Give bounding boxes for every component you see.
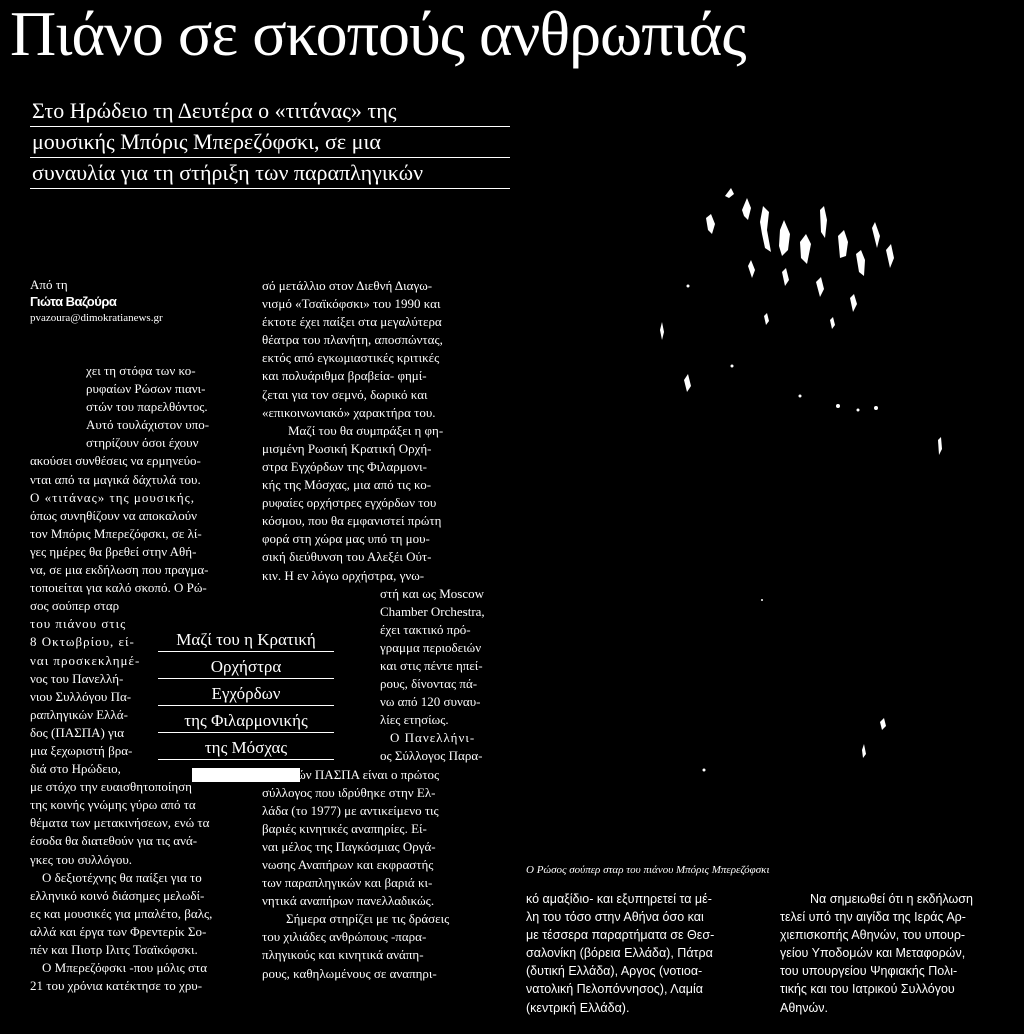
pull-quote-line: της Φιλαρμονικής (158, 709, 334, 733)
text-line: ναι μέλος της Παγκόσμιας Οργά- (262, 838, 436, 854)
text-line: νος του Πανελλή- (30, 670, 124, 686)
text-line: χιεπισκοπής Αθηνών, του υπουρ- (780, 928, 966, 943)
text-line: Ο Μπερεζόφσκι -που μόλις στα (42, 960, 208, 976)
text-line: ρους, δίνοντας πά- (380, 676, 478, 692)
text-line: Chamber Orchestra, (380, 603, 485, 619)
text-line: σος σούπερ σταρ (30, 598, 120, 614)
text-line: τοποιείται για καλό σκοπό. Ο Ρώ- (30, 580, 207, 596)
text-line: ναι προσκεκλημέ- (30, 652, 141, 668)
text-line: νιου Συλλόγου Πα- (30, 688, 132, 704)
text-line: νται από τα μαγικά δάχτυλά του. (30, 471, 201, 487)
text-line: ες και μουσικές για μπαλέτο, βαλς, (30, 905, 213, 921)
byline-prefix: Από τη (30, 277, 68, 292)
text-line: γραμμα περιοδειών (380, 639, 482, 655)
text-line: γκες του συλλόγου. (30, 851, 133, 867)
text-line: εκτός από εγκωμιαστικές κριτικές (262, 350, 440, 366)
text-line: μια ξεχωριστή βρα- (30, 742, 133, 758)
text-line: Ο Πανελλήνι- (390, 730, 476, 746)
text-line: και στις πέντε ηπεί- (380, 657, 483, 673)
article-column-3 (526, 890, 766, 1017)
text-line: νητικά αναπήρων πανελλαδικώς. (262, 893, 435, 909)
text-line: ακούσει συνθέσεις να ερμηνεύο- (30, 453, 201, 469)
headline: Πιάνο σε σκοπούς ανθρωπιάς (10, 0, 746, 69)
text-line: πληγικούς και κινητικά ανάπη- (262, 947, 424, 963)
text-line: νωσης Αναπήρων και εκφραστής (262, 857, 434, 872)
text-line: 8 Οκτωβρίου, εί- (30, 634, 135, 650)
byline (30, 276, 163, 327)
text-line: να, σε μια εκδήλωση που πραγμα- (30, 562, 209, 578)
text-line: της κοινής γνώμης γύρω από τα (30, 797, 196, 813)
subheadline (30, 96, 510, 189)
text-line: του πιάνου στις (30, 616, 127, 632)
article-column-2 (262, 277, 506, 983)
text-line: έκτοτε έχει παίξει στα μεγαλύτερα (262, 314, 442, 330)
text-line: θέατρα του πλανήτη, αποσπώντας, (262, 332, 443, 348)
text-line: φορά στη χώρα μας υπό τη μου- (262, 531, 430, 547)
text-line: κό αμαξίδιο- και εξυπηρετεί τα μέ- (526, 892, 712, 906)
pianist-photo (520, 170, 1024, 850)
pull-quote-line: Εγχόρδων (158, 682, 334, 706)
text-line: κής της Μόσχας, μια από τις κο- (262, 477, 432, 493)
text-line: στρα Εγχόρδων της Φιλαρμονι- (262, 458, 427, 474)
text-line: ελληνικό κοινό διάσημες μελωδί- (30, 887, 205, 903)
text-line: θέματα των μετακινήσεων, ενώ τα (30, 815, 210, 831)
text-line: κιν. Η εν λόγω ορχήστρα, γνω- (262, 567, 425, 583)
byline-author: Γιώτα Βαζούρα (30, 294, 117, 309)
text-line: ρυφαίων Ρώσων πιανι- (86, 381, 206, 397)
text-line: με στόχο την ευαισθητοποίηση (30, 779, 192, 795)
text-line: πέν και Πιοτρ Ιλιτς Τσαϊκόφσκι. (30, 942, 198, 957)
text-line: σύλλογος που ιδρύθηκε στην Ελ- (262, 784, 436, 800)
text-line: νισμό «Τσαϊκόφσκι» του 1990 και (262, 296, 441, 312)
text-line: σό μετάλλιο στον Διεθνή Διαγω- (262, 278, 433, 293)
text-line: Αυτό τουλάχιστον υπο- (86, 417, 210, 433)
text-line: γες ημέρες θα βρεθεί στην Αθή- (30, 543, 197, 559)
text-line: του χιλιάδες ανθρώπους -παρα- (262, 929, 427, 945)
text-line: Αθηνών. (780, 1000, 828, 1015)
text-line: λη του τόσο στην Αθήνα όσο και (526, 910, 704, 925)
text-line: βαριές κινητικές αναπηρίες. Εί- (262, 820, 427, 836)
text-line: Ο δεξιοτέχνης θα παίξει για το (42, 869, 202, 885)
text-line: σική διεύθυνση του Αλεξέι Ούτ- (262, 549, 432, 565)
text-line: έσοδα θα διατεθούν για τις ανά- (30, 833, 198, 849)
text-line: νατολική Πελοπόννησος), Λαμία (526, 982, 704, 997)
text-line: γείου Υποδομών και Μεταφορών, (780, 946, 966, 961)
text-line: δος (ΠΑΣΠΑ) για (30, 724, 125, 740)
text-line: στή και ως Moscow (380, 585, 485, 601)
text-line: ρους, καθηλωμένους σε αναπηρι- (262, 965, 437, 981)
text-line: Ο «τιτάνας» της μουσικής, (30, 489, 196, 505)
text-line: στηρίζουν όσοι έχουν (86, 435, 199, 451)
pull-quote-line: της Μόσχας (158, 736, 334, 760)
text-line: τικής και του Ιατρικού Συλλόγου (780, 982, 955, 997)
article-column-4 (780, 890, 1020, 1017)
text-line: πληγικών ΠΑΣΠΑ είναι ο πρώτος (262, 766, 440, 782)
byline-email[interactable]: pvazoura@dimokratianews.gr (30, 312, 163, 324)
text-line: χει τη στόφα των κο- (86, 363, 196, 378)
text-line: Να σημειωθεί ότι η εκδήλωση (810, 892, 973, 906)
text-line: και πολυάριθμα βραβεία- φημί- (262, 368, 427, 384)
text-line: διά στο Ηρώδειο, (30, 761, 121, 777)
text-line: ος Σύλλογος Παρα- (380, 748, 483, 764)
text-line: λάδα (το 1977) με αντικείμενο τις (262, 802, 439, 818)
text-line: ρυφαίες ορχήστρες εγχόρδων του (262, 495, 437, 511)
text-line: σαλονίκη (βόρεια Ελλάδα), Πάτρα (526, 946, 713, 961)
text-line: στών του παρελθόντος. (86, 399, 208, 415)
text-line: με τέσσερα παραρτήματα σε Θεσ- (526, 928, 715, 943)
deck-line: μουσικής Μπόρις Μπερεζόφσκι, σε μια (30, 127, 510, 158)
text-line: 21 του χρόνια κατέκτησε το χρυ- (30, 978, 203, 994)
text-line: μισμένη Ρωσική Κρατική Ορχή- (262, 440, 432, 456)
text-line: έχει τακτικό πρό- (380, 621, 471, 637)
text-line: Μαζί του θα συμπράξει η φη- (288, 422, 444, 438)
photo-caption: Ο Ρώσος σούπερ σταρ του πιάνου Μπόρις Μπερεζόφσκι (526, 864, 770, 876)
pull-quote-line: Ορχήστρα (158, 655, 334, 679)
text-line: αλλά και έργα των Φρεντερίκ Σο- (30, 923, 207, 939)
deck-line: Στο Ηρώδειο τη Δευτέρα ο «τιτάνας» της (30, 96, 510, 127)
text-line: όπως συνηθίζουν να αποκαλούν (30, 507, 198, 523)
text-line: Σήμερα στηρίζει με τις δράσεις (286, 911, 450, 927)
text-line: (κεντρική Ελλάδα). (526, 1000, 630, 1015)
text-line: του υπουργείου Ψηφιακής Πολι- (780, 964, 958, 979)
text-line: νω από 120 συναυ- (380, 694, 481, 710)
text-line: «επικοινωνιακό» χαρακτήρα του. (262, 404, 436, 420)
pull-quote-line: Μαζί του η Κρατική (158, 628, 334, 652)
text-line: κόσμου, που θα εμφανιστεί πρώτη (262, 513, 442, 529)
text-line: των παραπληγικών και βαριά κι- (262, 875, 433, 891)
deck-line: συναυλία για τη στήριξη των παραπληγικών (30, 158, 510, 189)
text-line: ζεται για τον σεμνό, δωρικό και (262, 386, 428, 402)
text-line: τον Μπόρις Μπερεζόφσκι, σε λί- (30, 525, 202, 541)
text-line: ραπληγικών Ελλά- (30, 706, 128, 722)
text-line: λίες ετησίως. (380, 712, 449, 728)
text-line: τελεί υπό την αιγίδα της Ιεράς Αρ- (780, 910, 966, 925)
text-line: (δυτική Ελλάδα), Αργος (νοτιοα- (526, 964, 703, 979)
